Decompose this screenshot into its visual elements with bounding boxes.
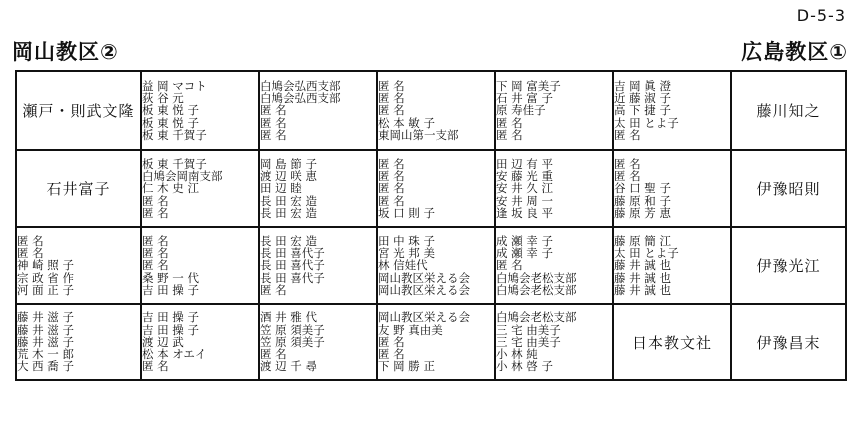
name-entry: 岡 島 節 子: [260, 157, 317, 171]
name-entry: 三 宅 由美子: [496, 323, 561, 336]
name-entry: 匿 名: [142, 234, 169, 248]
name-entry: 原 寿佳子: [496, 104, 546, 117]
name-entry: 藤 井 滋 子: [17, 335, 74, 349]
name-cell: [495, 150, 613, 227]
name-entry: 安 井 久 江: [496, 182, 553, 195]
name-entry: 匿 名: [17, 247, 44, 260]
name-entry: 友 野 真由美: [378, 323, 443, 336]
name-entry: 板 東 千賀子: [142, 128, 207, 142]
name-entry: 下 岡 勝 正: [378, 360, 435, 373]
name-entry: 笠 原 須美子: [260, 323, 325, 336]
name-entry: 匿 名: [378, 335, 405, 349]
name-entry: 匿 名: [496, 128, 523, 142]
name-entry: 太 田 とよ子: [614, 116, 679, 129]
name-entry: 匿 名: [614, 170, 641, 183]
name-entry: 匿 名: [378, 79, 405, 93]
name-entry: 匿 名: [614, 157, 641, 171]
name-entry: 板 東 悦 子: [142, 116, 199, 129]
name-entry: 河 面 正 子: [17, 283, 74, 297]
header-okayama: 岡山教区②: [12, 40, 119, 64]
name-entry: 匿 名: [496, 259, 523, 272]
name-entry: 匿 名: [378, 157, 405, 171]
table-row: [16, 150, 846, 227]
table-row: [16, 227, 846, 304]
left-name-cell: [16, 150, 141, 227]
publisher-name: 日本教文社: [631, 333, 712, 352]
name-entry: 吉 田 操 子: [142, 311, 199, 324]
name-cell: [141, 71, 259, 150]
left-names-cell: [16, 227, 141, 304]
name-cell: [613, 71, 731, 150]
name-entry: 匿 名: [142, 360, 169, 373]
name-entry: 匿 名: [378, 170, 405, 183]
right-name: 伊豫昌末: [756, 333, 821, 352]
donor-table: [15, 70, 847, 381]
name-entry: 岡山教区栄える会: [378, 283, 470, 297]
name-entry: 藤 井 滋 子: [17, 323, 74, 336]
name-entry: 藤 井 滋 子: [17, 311, 74, 324]
left-name-cell: [16, 71, 141, 150]
name-cell: [259, 150, 377, 227]
name-entry: 匿 名: [260, 104, 287, 117]
name-entry: 宮 光 邦 美: [378, 247, 435, 260]
name-entry: 藤 原 和 子: [614, 194, 671, 207]
name-entry: 三 宅 由美子: [496, 335, 561, 349]
name-entry: 宗 政 省 作: [17, 271, 74, 284]
name-entry: 匿 名: [17, 234, 44, 248]
name-entry: 白鳩会弘西支部: [260, 79, 341, 93]
name-entry: 吉 岡 眞 澄: [614, 79, 671, 93]
name-entry: 長 田 宏 造: [260, 206, 317, 220]
name-entry: 匿 名: [142, 247, 169, 260]
left-name: 石井富子: [46, 180, 111, 198]
name-cell: [613, 150, 731, 227]
name-entry: 匿 名: [378, 104, 405, 117]
name-entry: 桑 野 一 代: [142, 271, 199, 284]
name-cell: [495, 304, 613, 380]
name-entry: 匿 名: [142, 259, 169, 272]
name-entry: 東岡山第一支部: [378, 128, 459, 142]
name-entry: 益 岡 マコト: [142, 79, 207, 93]
publisher-cell: [613, 304, 731, 380]
name-entry: 長 田 喜代子: [260, 271, 325, 284]
table-row: [16, 71, 846, 150]
name-entry: 松 本 敏 子: [378, 116, 435, 129]
name-entry: 太 田 とよ子: [614, 247, 679, 260]
name-entry: 石 井 富 子: [496, 92, 553, 105]
name-entry: 匿 名: [142, 194, 169, 207]
name-entry: 谷 口 聖 子: [614, 182, 671, 195]
name-entry: 岡山教区栄える会: [378, 271, 470, 284]
name-entry: 白鳩会老松支部: [496, 271, 577, 284]
name-cell: [377, 227, 495, 304]
name-entry: 白鳩会弘西支部: [260, 92, 341, 105]
name-entry: 匿 名: [378, 182, 405, 195]
name-entry: 近 藤 淑 子: [614, 92, 671, 105]
name-entry: 渡 辺 千 尋: [260, 360, 317, 373]
name-entry: 長 田 喜代子: [260, 247, 325, 260]
name-cell: [141, 150, 259, 227]
name-cell: [495, 227, 613, 304]
name-entry: 板 東 千賀子: [142, 157, 207, 171]
name-entry: 長 田 宏 造: [260, 234, 317, 248]
name-entry: 白鳩会岡南支部: [142, 170, 223, 183]
name-cell: [613, 227, 731, 304]
name-cell: [377, 304, 495, 380]
right-name: 藤川知之: [756, 102, 821, 120]
name-entry: 藤 井 誠 也: [614, 271, 671, 284]
name-entry: 匿 名: [496, 116, 523, 129]
header-hiroshima: 広島教区①: [741, 40, 848, 64]
name-entry: 坂 口 則 子: [378, 206, 435, 220]
right-name: 伊豫光江: [756, 257, 821, 275]
name-entry: 匿 名: [378, 92, 405, 105]
name-entry: 匿 名: [260, 116, 287, 129]
document-code: D-5-3: [796, 6, 846, 25]
name-entry: 吉 田 操 子: [142, 323, 199, 336]
name-entry: 松 本 オエイ: [142, 348, 207, 361]
name-cell: [377, 71, 495, 150]
name-cell: [259, 304, 377, 380]
right-name-cell: [731, 71, 846, 150]
name-entry: 仁 木 史 江: [142, 182, 199, 195]
name-entry: 神 崎 照 子: [17, 259, 74, 272]
right-name-cell: [731, 304, 846, 380]
name-entry: 匿 名: [378, 348, 405, 361]
name-entry: 匿 名: [614, 128, 641, 142]
name-entry: 大 西 喬 子: [17, 360, 74, 373]
name-cell: [141, 227, 259, 304]
name-entry: 田 中 珠 子: [378, 234, 435, 248]
name-entry: 藤 井 誠 也: [614, 283, 671, 297]
name-entry: 板 東 悦 子: [142, 104, 199, 117]
name-entry: 酒 井 雅 代: [260, 311, 317, 324]
name-entry: 下 岡 富美子: [496, 79, 561, 93]
name-entry: 成 瀬 幸 子: [496, 234, 553, 248]
name-entry: 高 下 捷 子: [614, 104, 671, 117]
name-entry: 逢 坂 良 平: [496, 206, 553, 220]
name-cell: [259, 227, 377, 304]
right-name: 伊豫昭則: [756, 180, 821, 198]
name-cell: [495, 71, 613, 150]
left-names-cell: [16, 304, 141, 380]
name-entry: 荒 木 一 郎: [17, 348, 74, 361]
name-entry: 藤 原 芳 恵: [614, 206, 671, 220]
name-entry: 藤 井 誠 也: [614, 259, 671, 272]
name-entry: 長 田 宏 造: [260, 194, 317, 207]
name-entry: 笠 原 須美子: [260, 335, 325, 349]
name-entry: 成 瀬 幸 子: [496, 247, 553, 260]
name-entry: 匿 名: [260, 128, 287, 142]
name-entry: 小 林 啓 子: [496, 360, 553, 373]
name-cell: [377, 150, 495, 227]
name-entry: 白鳩会老松支部: [496, 311, 577, 324]
name-entry: 安 藤 光 重: [496, 170, 553, 183]
name-entry: 匿 名: [378, 194, 405, 207]
name-cell: [141, 304, 259, 380]
name-entry: 小 林 純: [496, 348, 538, 361]
name-entry: 吉 田 操 子: [142, 283, 199, 297]
name-entry: 長 田 喜代子: [260, 259, 325, 272]
name-entry: 匿 名: [260, 283, 287, 297]
name-cell: [259, 71, 377, 150]
left-name: 瀬戸・則武文隆: [22, 102, 135, 120]
name-entry: 匿 名: [142, 206, 169, 220]
right-name-cell: [731, 150, 846, 227]
name-entry: 匿 名: [260, 348, 287, 361]
name-entry: 田 辺 有 平: [496, 157, 553, 171]
table-row: [16, 304, 846, 380]
name-entry: 白鳩会老松支部: [496, 283, 577, 297]
name-entry: 渡 辺 咲 恵: [260, 170, 317, 183]
name-entry: 渡 辺 武: [142, 335, 184, 349]
name-entry: 荻 谷 元: [142, 92, 184, 105]
name-entry: 岡山教区栄える会: [378, 311, 470, 324]
right-name-cell: [731, 227, 846, 304]
name-entry: 林 信娃代: [378, 259, 428, 272]
name-entry: 安 井 周 一: [496, 194, 553, 207]
name-entry: 田 辺 睦: [260, 182, 302, 195]
name-entry: 藤 原 簡 江: [614, 234, 671, 248]
